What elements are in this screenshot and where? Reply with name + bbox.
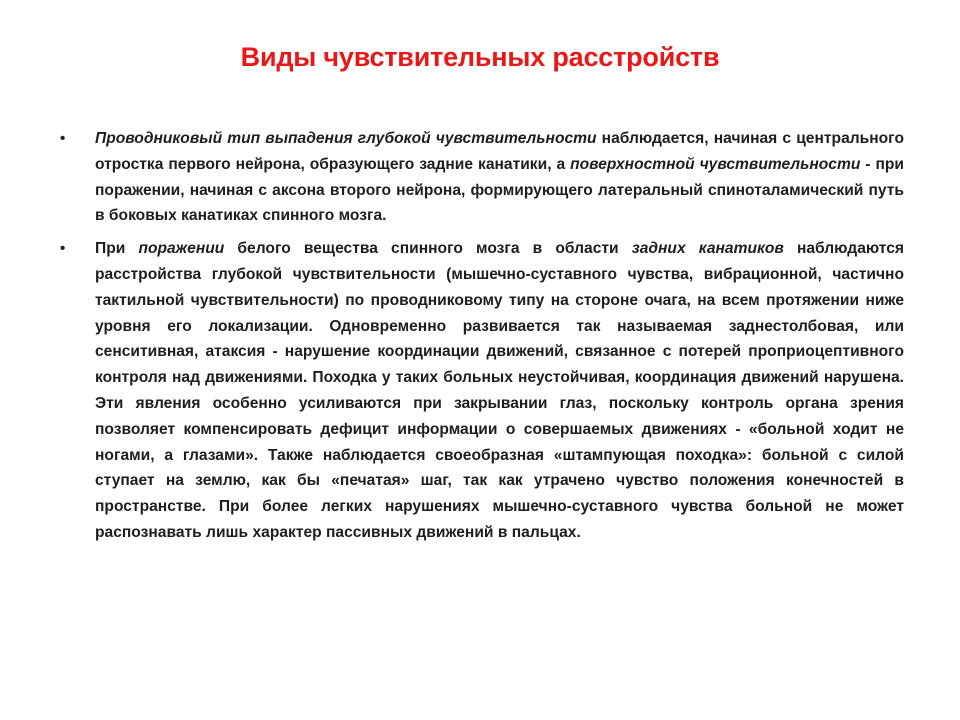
bullet-2-italic-2: задних канатиков [631, 240, 784, 258]
bullet-2-text-0: При [95, 240, 139, 258]
bullet-2-text-2: наблюдаются расстройства глубокой чувствительности (мышечно-суставного чувства, вибрационной, частично тактильной чувствительности) по проводниковому типу на стороне очага, на всем протяжении ниже уровня его локализации. Одновременно развивается так называемая заднестолбовая, или сенситивная, атаксия - нарушение координации движений, связанное с потерей проприоцептивного контроля над движениями. Походка у таких больных неустойчивая, координация движений нарушена. Эти явления особенно усиливаются при закрывании глаз, поскольку контроль органа зрения позволяет компенсировать дефицит информации о совершаемых движениях - «больной ходит не ногами, а глазами». Также наблюдается своеобразная «штампующая походка»: больной с силой ступает на землю, как бы «печатая» шаг, так как утрачено чувство положения конечностей в пространстве. При более легких нарушениях мышечно-суставного чувства больной не может распознавать лишь характер пассивных движений в пальцах. [95, 240, 904, 541]
bullet-1-italic-intro: Проводниковый тип выпадения глубокой чувствительности [95, 130, 597, 147]
bullet-2-italic-1: поражении [138, 240, 225, 258]
bullet-posterior-columns [60, 236, 904, 546]
bullet-1-text-1: наблюдается, начиная с центрального отростка первого нейрона, образующего задние канатики, а [95, 130, 904, 173]
bullet-2-text-1: белого вещества спинного мозга в области [224, 240, 632, 258]
slide-title: Виды чувствительных расстройств [240, 42, 720, 72]
bullet-conduction-type [60, 126, 904, 229]
bullet-list [60, 126, 904, 553]
bullet-1-italic-2: поверхностной чувствительности [570, 155, 861, 173]
bullet-1-text-2: - при поражении, начиная с аксона второго нейрона, формирующего латеральный спиноталамический путь в боковых канатиках спинного мозга. [95, 155, 904, 225]
